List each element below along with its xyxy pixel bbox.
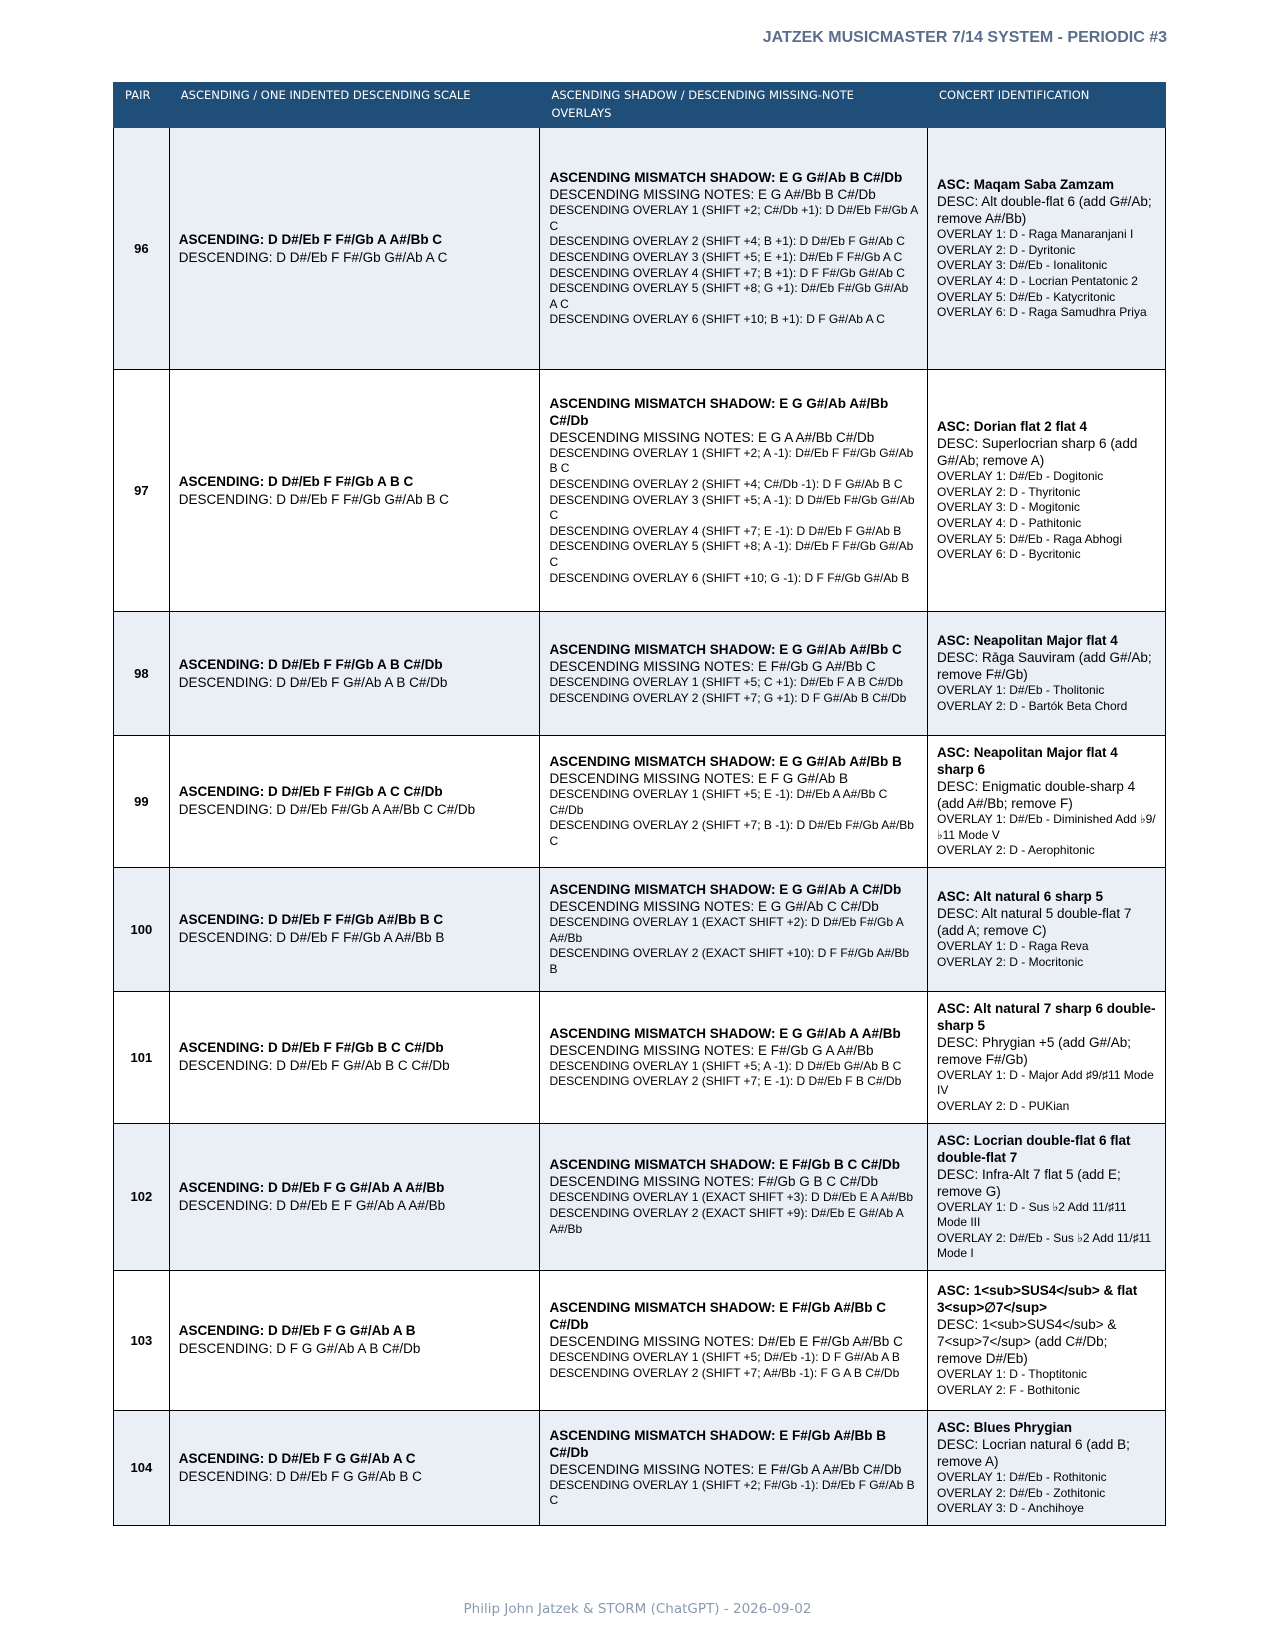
concert-descending: DESC: Alt double-flat 6 (add G#/Ab; remove A#/Bb) [936, 194, 1152, 227]
mismatch-shadow: ASCENDING MISMATCH SHADOW: E F#/Gb B C C#/Db [549, 1157, 900, 1173]
concert-overlay: OVERLAY 2: D - PUKian [936, 1098, 1070, 1113]
concert-cell [927, 612, 1165, 736]
ascending-scale: ASCENDING: D D#/Eb F F#/Gb A B C [178, 473, 414, 489]
descending-scale: DESCENDING: D D#/Eb F F#/Gb G#/Ab B C [178, 491, 449, 507]
concert-cell [927, 1123, 1165, 1270]
concert-overlay: OVERLAY 2: D - Bartók Beta Chord [936, 699, 1128, 713]
table-row [114, 612, 1166, 736]
concert-overlay: OVERLAY 3: D - Mogitonic [936, 500, 1080, 515]
page-footer: Philip John Jatzek & STORM (ChatGPT) - 2026-09-02 [463, 1601, 812, 1617]
table-row [114, 128, 1166, 370]
ascending-scale: ASCENDING: D D#/Eb F G G#/Ab A C [178, 1450, 416, 1466]
descending-overlay: DESCENDING OVERLAY 6 (SHIFT +10; B +1): D F G#/Ab A C [549, 312, 885, 327]
ascending-scale: ASCENDING: D D#/Eb F G G#/Ab A B [178, 1323, 416, 1339]
concert-overlay: OVERLAY 3: D - Anchihoye [936, 1501, 1084, 1516]
page-title: JATZEK MUSICMASTER 7/14 SYSTEM - PERIODIC #3 [762, 29, 1167, 46]
descending-overlay: DESCENDING OVERLAY 2 (SHIFT +7; B -1): D D#/Eb F#/Gb A#/Bb C [549, 818, 914, 848]
concert-overlay: OVERLAY 2: D#/Eb - Zothitonic [936, 1485, 1106, 1500]
shadow-cell [540, 867, 928, 991]
concert-ascending: ASC: Blues Phrygian [936, 1419, 1073, 1435]
concert-ascending: ASC: 1<sub>SUS4</sub> & flat 3<sup>∅7</sup> [936, 1283, 1138, 1316]
table-row [114, 1410, 1166, 1525]
ascending-scale: ASCENDING: D D#/Eb F G G#/Ab A A#/Bb [178, 1179, 445, 1195]
shadow-cell [540, 1123, 928, 1270]
header-scale: ASCENDING / ONE INDENTED DESCENDING SCALE [169, 83, 540, 128]
table-header-row [114, 83, 1166, 128]
concert-overlay: OVERLAY 1: D#/Eb - Rothitonic [936, 1469, 1107, 1484]
concert-overlay: OVERLAY 1: D#/Eb - Tholitonic [936, 683, 1105, 698]
descending-scale: DESCENDING: D D#/Eb F#/Gb A A#/Bb C C#/Db [178, 802, 476, 818]
concert-ascending: ASC: Locrian double-flat 6 flat double-flat 7 [936, 1132, 1131, 1165]
descending-overlay: DESCENDING OVERLAY 1 (SHIFT +2; A -1): D#/Eb F F#/Gb G#/Ab B C [549, 445, 914, 476]
concert-overlay: OVERLAY 2: D - Dyritonic [936, 242, 1076, 257]
missing-notes: DESCENDING MISSING NOTES: E G A#/Bb B C#/Db [549, 187, 876, 203]
descending-overlay: DESCENDING OVERLAY 5 (SHIFT +8; G +1): D#/Eb F#/Gb G#/Ab A C [549, 281, 909, 311]
pair-number: 98 [114, 612, 170, 736]
header-concert: CONCERT IDENTIFICATION [927, 83, 1165, 128]
missing-notes: DESCENDING MISSING NOTES: E F#/Gb A A#/Bb C#/Db [549, 1461, 902, 1477]
shadow-cell [540, 1270, 928, 1410]
concert-descending: DESC: Superlocrian sharp 6 (add G#/Ab; remove A) [936, 436, 1138, 469]
missing-notes: DESCENDING MISSING NOTES: E F#/Gb G A A#/Bb [549, 1042, 874, 1058]
ascending-scale: ASCENDING: D D#/Eb F F#/Gb A B C#/Db [178, 656, 443, 672]
header-pair: PAIR [114, 83, 170, 128]
descending-overlay: DESCENDING OVERLAY 1 (SHIFT +2; F#/Gb -1): D#/Eb F G#/Ab B C [549, 1477, 915, 1508]
mismatch-shadow: ASCENDING MISMATCH SHADOW: E G G#/Ab A#/Bb C [549, 641, 902, 657]
shadow-cell [540, 612, 928, 736]
concert-overlay: OVERLAY 3: D#/Eb - Ionalitonic [936, 258, 1108, 273]
concert-descending: DESC: Rāga Sauviram (add G#/Ab; remove F#/Gb) [936, 650, 1152, 683]
descending-overlay: DESCENDING OVERLAY 2 (SHIFT +7; A#/Bb -1): F G A B C#/Db [549, 1365, 900, 1380]
concert-overlay: OVERLAY 4: D - Pathitonic [936, 516, 1082, 530]
descending-overlay: DESCENDING OVERLAY 2 (SHIFT +4; C#/Db -1): D F G#/Ab B C [549, 477, 903, 492]
missing-notes: DESCENDING MISSING NOTES: E F G G#/Ab B [549, 771, 849, 787]
mismatch-shadow: ASCENDING MISMATCH SHADOW: E G G#/Ab A#/Bb B [549, 754, 902, 770]
missing-notes: DESCENDING MISSING NOTES: F#/Gb G B C C#/Db [549, 1174, 879, 1190]
ascending-scale: ASCENDING: D D#/Eb F F#/Gb A A#/Bb C [178, 231, 443, 247]
concert-ascending: ASC: Alt natural 7 sharp 6 double-sharp 5 [936, 1000, 1156, 1033]
concert-cell [927, 128, 1165, 370]
mismatch-shadow: ASCENDING MISMATCH SHADOW: E F#/Gb A#/Bb C C#/Db [549, 1300, 886, 1333]
table-body [114, 128, 1166, 1526]
concert-cell [927, 370, 1165, 612]
scale-cell [169, 128, 540, 370]
concert-overlay: OVERLAY 2: D - Mocritonic [936, 954, 1084, 969]
descending-overlay: DESCENDING OVERLAY 3 (SHIFT +5; E +1): D#/Eb F F#/Gb A C [549, 249, 903, 264]
descending-overlay: DESCENDING OVERLAY 2 (SHIFT +4; B +1): D D#/Eb F G#/Ab C [549, 234, 905, 249]
concert-ascending: ASC: Alt natural 6 sharp 5 [936, 889, 1104, 905]
concert-overlay: OVERLAY 2: F - Bothitonic [936, 1382, 1080, 1397]
missing-notes: DESCENDING MISSING NOTES: E G A A#/Bb C#/Db [549, 429, 875, 445]
descending-overlay: DESCENDING OVERLAY 6 (SHIFT +10; G -1): D F F#/Gb G#/Ab B [549, 570, 910, 585]
concert-overlay: OVERLAY 6: D - Bycritonic [936, 547, 1081, 562]
concert-ascending: ASC: Maqam Saba Zamzam [936, 177, 1115, 193]
descending-overlay: DESCENDING OVERLAY 1 (SHIFT +5; A -1): D D#/Eb G#/Ab B C [549, 1058, 902, 1073]
pair-number: 97 [114, 370, 170, 612]
concert-overlay: OVERLAY 1: D - Major Add ♯9/♯11 Mode IV [936, 1067, 1154, 1098]
shadow-cell [540, 128, 928, 370]
concert-cell [927, 1410, 1165, 1525]
concert-cell [927, 867, 1165, 991]
scale-cell [169, 1270, 540, 1410]
concert-overlay: OVERLAY 6: D - Raga Samudhra Priya [936, 305, 1147, 320]
table-row [114, 736, 1166, 868]
concert-overlay: OVERLAY 1: D#/Eb - Dogitonic [936, 469, 1104, 484]
scale-pairs-table [113, 82, 1166, 1526]
scale-cell [169, 1123, 540, 1270]
mismatch-shadow: ASCENDING MISMATCH SHADOW: E G G#/Ab B C#/Db [549, 170, 903, 186]
concert-descending: DESC: Alt natural 5 double-flat 7 (add A; remove C) [936, 906, 1132, 939]
table-row [114, 1123, 1166, 1270]
concert-ascending: ASC: Neapolitan Major flat 4 sharp 6 [936, 745, 1118, 777]
descending-overlay: DESCENDING OVERLAY 3 (SHIFT +5; A -1): D D#/Eb F#/Gb G#/Ab C [549, 492, 915, 523]
missing-notes: DESCENDING MISSING NOTES: D#/Eb E F#/Gb A#/Bb C [549, 1334, 903, 1350]
descending-scale: DESCENDING: D F G G#/Ab A B C#/Db [178, 1341, 421, 1357]
descending-overlay: DESCENDING OVERLAY 2 (EXACT SHIFT +9): D#/Eb E G#/Ab A A#/Bb [549, 1205, 904, 1236]
concert-overlay: OVERLAY 5: D#/Eb - Raga Abhogi [936, 531, 1122, 546]
missing-notes: DESCENDING MISSING NOTES: E F#/Gb G A#/Bb C [549, 658, 876, 674]
descending-overlay: DESCENDING OVERLAY 1 (EXACT SHIFT +2): D D#/Eb F#/Gb A A#/Bb [549, 915, 904, 945]
descending-scale: DESCENDING: D D#/Eb F G#/Ab A B C#/Db [178, 674, 448, 690]
concert-overlay: OVERLAY 4: D - Locrian Pentatonic 2 [936, 274, 1138, 288]
header-shadow: ASCENDING SHADOW / DESCENDING MISSING-NOTE OVERLAYS [540, 83, 928, 128]
scale-cell [169, 612, 540, 736]
concert-cell [927, 736, 1165, 868]
concert-overlay: OVERLAY 2: D - Aerophitonic [936, 843, 1095, 858]
pair-number: 101 [114, 991, 170, 1123]
descending-overlay: DESCENDING OVERLAY 4 (SHIFT +7; E -1): D D#/Eb F G#/Ab B [549, 523, 902, 538]
concert-overlay: OVERLAY 1: D - Thoptitonic [936, 1367, 1088, 1382]
mismatch-shadow: ASCENDING MISMATCH SHADOW: E G G#/Ab A A#/Bb [549, 1025, 901, 1041]
descending-overlay: DESCENDING OVERLAY 5 (SHIFT +8; A -1): D#/Eb F F#/Gb G#/Ab C [549, 539, 914, 569]
missing-notes: DESCENDING MISSING NOTES: E G G#/Ab C C#/Db [549, 899, 879, 915]
concert-cell [927, 1270, 1165, 1410]
mismatch-shadow: ASCENDING MISMATCH SHADOW: E F#/Gb A#/Bb B C#/Db [549, 1427, 886, 1460]
pair-number: 100 [114, 867, 170, 991]
concert-descending: DESC: Phrygian +5 (add G#/Ab; remove F#/Gb) [936, 1034, 1131, 1067]
shadow-cell [540, 736, 928, 868]
concert-descending: DESC: Enigmatic double-sharp 4 (add A#/Bb; remove F) [936, 779, 1136, 811]
concert-descending: DESC: Locrian natural 6 (add B; remove A) [936, 1436, 1130, 1469]
concert-overlay: OVERLAY 2: D - Thyritonic [936, 484, 1081, 499]
scale-cell [169, 991, 540, 1123]
descending-scale: DESCENDING: D D#/Eb F F#/Gb A A#/Bb B [178, 930, 445, 946]
descending-scale: DESCENDING: D D#/Eb F F#/Gb G#/Ab A C [178, 249, 448, 265]
concert-ascending: ASC: Neapolitan Major flat 4 [936, 633, 1118, 649]
descending-overlay: DESCENDING OVERLAY 2 (EXACT SHIFT +10): D F F#/Gb A#/Bb B [549, 946, 910, 976]
scale-cell [169, 736, 540, 868]
table-row [114, 1270, 1166, 1410]
mismatch-shadow: ASCENDING MISMATCH SHADOW: E G G#/Ab A C#/Db [549, 882, 902, 898]
pair-number: 103 [114, 1270, 170, 1410]
descending-scale: DESCENDING: D D#/Eb F G#/Ab B C C#/Db [178, 1058, 450, 1074]
shadow-cell [540, 1410, 928, 1525]
concert-overlay: OVERLAY 1: D - Raga Manaranjani I [936, 227, 1134, 242]
descending-scale: DESCENDING: D D#/Eb E F G#/Ab A A#/Bb [178, 1197, 446, 1213]
descending-overlay: DESCENDING OVERLAY 4 (SHIFT +7; B +1): D F F#/Gb G#/Ab C [549, 265, 905, 280]
shadow-cell [540, 991, 928, 1123]
descending-overlay: DESCENDING OVERLAY 2 (SHIFT +7; G +1): D F G#/Ab B C#/Db [549, 690, 907, 705]
concert-descending: DESC: Infra-Alt 7 flat 5 (add E; remove G) [936, 1166, 1121, 1199]
mismatch-shadow: ASCENDING MISMATCH SHADOW: E G G#/Ab A#/Bb C#/Db [549, 395, 889, 428]
table-row [114, 991, 1166, 1123]
concert-overlay: OVERLAY 1: D - Sus ♭2 Add 11/♯11 Mode III [936, 1199, 1127, 1230]
concert-overlay: OVERLAY 1: D#/Eb - Diminished Add ♭9/♭11 Mode V [936, 812, 1156, 842]
descending-overlay: DESCENDING OVERLAY 2 (SHIFT +7; E -1): D D#/Eb F B C#/Db [549, 1074, 902, 1089]
concert-ascending: ASC: Dorian flat 2 flat 4 [936, 419, 1088, 435]
descending-overlay: DESCENDING OVERLAY 1 (EXACT SHIFT +3): D D#/Eb E A A#/Bb [549, 1190, 914, 1205]
descending-overlay: DESCENDING OVERLAY 1 (SHIFT +5; E -1): D#/Eb A A#/Bb C C#/Db [549, 787, 888, 817]
concert-cell [927, 991, 1165, 1123]
concert-overlay: OVERLAY 5: D#/Eb - Katycritonic [936, 289, 1116, 304]
pair-number: 99 [114, 736, 170, 868]
scale-cell [169, 370, 540, 612]
concert-overlay: OVERLAY 2: D#/Eb - Sus ♭2 Add 11/♯11 Mode I [936, 1230, 1152, 1261]
table-row [114, 867, 1166, 991]
pair-number: 96 [114, 128, 170, 370]
table-row [114, 370, 1166, 612]
concert-descending: DESC: 1<sub>SUS4</sub> & 7<sup>7</sup> (add C#/Db; remove D#/Eb) [936, 1317, 1117, 1367]
descending-overlay: DESCENDING OVERLAY 1 (SHIFT +5; D#/Eb -1): D F G#/Ab A B [549, 1350, 900, 1365]
concert-overlay: OVERLAY 1: D - Raga Reva [936, 939, 1089, 954]
scale-cell [169, 1410, 540, 1525]
scale-cell [169, 867, 540, 991]
shadow-cell [540, 370, 928, 612]
pair-number: 102 [114, 1123, 170, 1270]
ascending-scale: ASCENDING: D D#/Eb F F#/Gb B C C#/Db [178, 1040, 444, 1056]
ascending-scale: ASCENDING: D D#/Eb F F#/Gb A C C#/Db [178, 784, 443, 800]
descending-scale: DESCENDING: D D#/Eb F G G#/Ab B C [178, 1468, 422, 1484]
descending-overlay: DESCENDING OVERLAY 1 (SHIFT +5; C +1): D#/Eb F A B C#/Db [549, 674, 903, 689]
ascending-scale: ASCENDING: D D#/Eb F F#/Gb A#/Bb B C [178, 912, 444, 928]
descending-overlay: DESCENDING OVERLAY 1 (SHIFT +2; C#/Db +1): D D#/Eb F#/Gb A C [549, 203, 918, 233]
pair-number: 104 [114, 1410, 170, 1525]
